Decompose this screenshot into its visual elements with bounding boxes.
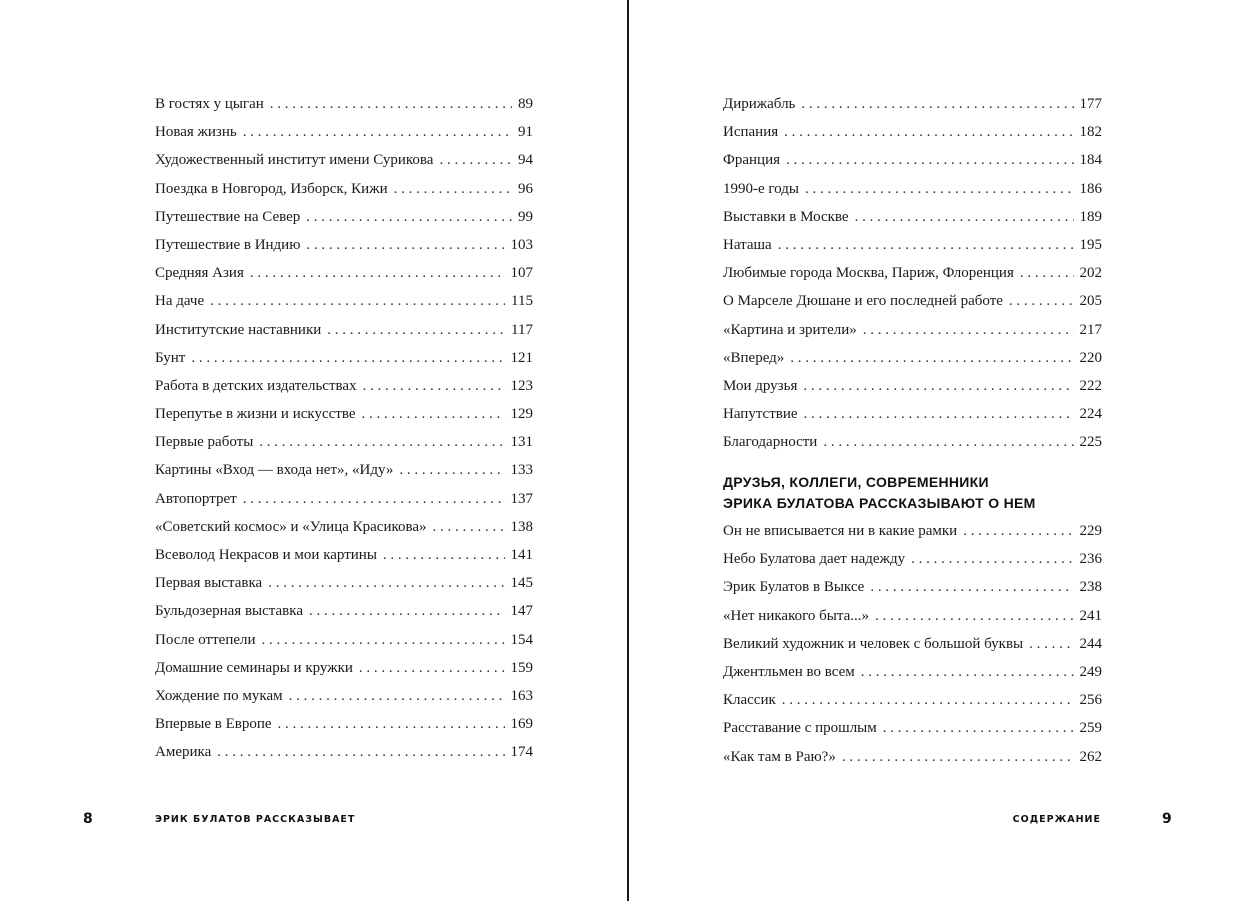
toc-entry-title: Наташа bbox=[723, 236, 772, 253]
toc-entry-title: О Марселе Дюшане и его последней работе bbox=[723, 293, 1003, 310]
toc-entry-page-number: 182 bbox=[1079, 124, 1102, 141]
toc-entry-page-number: 131 bbox=[510, 434, 533, 451]
toc-entry-title: Классик bbox=[723, 692, 776, 709]
toc-entry bbox=[155, 631, 533, 659]
dot-leader bbox=[804, 405, 1074, 423]
toc-entry-title: Путешествие на Север bbox=[155, 208, 301, 225]
toc-entry-page-number: 89 bbox=[518, 96, 533, 112]
toc-entry-page-number: 169 bbox=[510, 716, 533, 733]
toc-entry-page-number: 133 bbox=[510, 462, 533, 479]
toc-entry bbox=[155, 490, 533, 518]
dot-leader bbox=[784, 123, 1073, 141]
toc-entry-title: Новая жизнь bbox=[155, 124, 237, 141]
dot-leader bbox=[1020, 264, 1074, 282]
dot-leader bbox=[801, 95, 1073, 113]
dot-leader bbox=[433, 518, 505, 536]
toc-entry bbox=[723, 522, 1102, 550]
toc-entry-page-number: 159 bbox=[510, 659, 533, 676]
toc-entry bbox=[155, 236, 533, 264]
toc-entry bbox=[723, 691, 1102, 719]
dot-leader bbox=[259, 433, 504, 451]
toc-entry-page-number: 236 bbox=[1079, 551, 1102, 568]
toc-entry bbox=[723, 578, 1102, 606]
toc-entry bbox=[723, 264, 1102, 292]
section-heading bbox=[723, 472, 1102, 514]
toc-entry-title: Мои друзья bbox=[723, 377, 798, 394]
dot-leader bbox=[217, 743, 504, 761]
right-running-head: СОДЕРЖАНИЕ bbox=[1012, 814, 1101, 825]
dot-leader bbox=[823, 433, 1073, 451]
dot-leader bbox=[359, 659, 505, 677]
dot-leader bbox=[306, 236, 504, 254]
toc-entry bbox=[155, 95, 533, 123]
toc-entry-title: Картины «Вход — входа нет», «Иду» bbox=[155, 462, 394, 479]
toc-entry-title: Бунт bbox=[155, 349, 186, 366]
toc-entry bbox=[723, 292, 1102, 320]
toc-entry-title: Дирижабль bbox=[723, 96, 796, 112]
toc-entry-title: «Картина и зрители» bbox=[723, 321, 857, 338]
dot-leader bbox=[363, 377, 505, 395]
toc-entry bbox=[723, 208, 1102, 236]
toc-entry-page-number: 249 bbox=[1079, 663, 1102, 680]
toc-entry-title: Джентльмен во всем bbox=[723, 663, 855, 680]
right-toc-list bbox=[723, 95, 1102, 461]
toc-entry-title: Любимые города Москва, Париж, Флоренция bbox=[723, 265, 1014, 282]
toc-entry-page-number: 129 bbox=[510, 406, 533, 423]
toc-entry-title: Небо Булатова дает надежду bbox=[723, 551, 906, 568]
toc-entry bbox=[723, 377, 1102, 405]
dot-leader bbox=[210, 292, 505, 310]
toc-entry bbox=[155, 377, 533, 405]
toc-entry-page-number: 96 bbox=[518, 180, 533, 197]
toc-entry-page-number: 241 bbox=[1079, 607, 1102, 624]
toc-entry-page-number: 189 bbox=[1079, 208, 1102, 225]
toc-entry-title: Путешествие в Индию bbox=[155, 236, 301, 253]
toc-entry-page-number: 244 bbox=[1079, 635, 1102, 652]
toc-entry bbox=[723, 236, 1102, 264]
toc-entry-title: После оттепели bbox=[155, 631, 256, 648]
dot-leader bbox=[875, 607, 1074, 625]
dot-leader bbox=[383, 546, 505, 564]
toc-entry-page-number: 121 bbox=[510, 349, 533, 366]
toc-entry-title: 1990-е годы bbox=[723, 180, 799, 197]
toc-entry bbox=[723, 123, 1102, 151]
toc-entry-title: На даче bbox=[155, 293, 205, 310]
toc-entry bbox=[155, 405, 533, 433]
toc-entry-page-number: 186 bbox=[1079, 180, 1102, 197]
toc-entry-title: Поездка в Новгород, Изборск, Кижи bbox=[155, 180, 388, 197]
toc-entry bbox=[155, 180, 533, 208]
toc-entry-page-number: 115 bbox=[511, 293, 533, 310]
toc-entry-page-number: 154 bbox=[510, 631, 533, 648]
toc-entry-page-number: 259 bbox=[1079, 720, 1102, 737]
toc-entry bbox=[723, 635, 1102, 663]
toc-entry-title: «Как там в Раю?» bbox=[723, 748, 836, 765]
toc-entry bbox=[723, 607, 1102, 635]
toc-entry bbox=[723, 405, 1102, 433]
toc-entry-page-number: 117 bbox=[511, 321, 533, 338]
toc-entry-page-number: 163 bbox=[510, 687, 533, 704]
toc-entry bbox=[155, 123, 533, 151]
toc-entry-title: Напутствие bbox=[723, 406, 798, 423]
toc-entry bbox=[155, 151, 533, 179]
toc-entry-page-number: 222 bbox=[1079, 377, 1102, 394]
toc-entry-page-number: 217 bbox=[1079, 321, 1102, 338]
toc-entry bbox=[155, 602, 533, 630]
dot-leader bbox=[262, 631, 505, 649]
toc-entry-page-number: 256 bbox=[1079, 692, 1102, 709]
dot-leader bbox=[778, 236, 1074, 254]
right-page-number: 9 bbox=[1162, 811, 1172, 827]
toc-entry-page-number: 177 bbox=[1079, 96, 1102, 112]
toc-entry bbox=[155, 433, 533, 461]
toc-entry-title: Эрик Булатов в Выксе bbox=[723, 579, 865, 596]
toc-entry-title: Домашние семинары и кружки bbox=[155, 659, 353, 676]
toc-entry-page-number: 107 bbox=[510, 265, 533, 282]
dot-leader bbox=[786, 151, 1074, 169]
toc-entry bbox=[723, 321, 1102, 349]
left-page-number: 8 bbox=[83, 811, 93, 827]
toc-entry-page-number: 145 bbox=[510, 575, 533, 592]
toc-entry-page-number: 103 bbox=[510, 236, 533, 253]
dot-leader bbox=[1009, 292, 1074, 310]
toc-entry bbox=[723, 151, 1102, 179]
toc-entry-page-number: 205 bbox=[1079, 293, 1102, 310]
toc-entry bbox=[155, 264, 533, 292]
section-toc-list bbox=[723, 522, 1102, 776]
toc-entry-title: Франция bbox=[723, 152, 780, 169]
toc-entry-page-number: 220 bbox=[1079, 349, 1102, 366]
toc-entry-page-number: 141 bbox=[510, 547, 533, 563]
dot-leader bbox=[861, 663, 1074, 681]
dot-leader bbox=[309, 602, 505, 620]
toc-entry-page-number: 202 bbox=[1079, 265, 1102, 282]
dot-leader bbox=[394, 180, 512, 198]
dot-leader bbox=[306, 208, 512, 226]
toc-entry-title: Институтские наставники bbox=[155, 321, 322, 338]
dot-leader bbox=[399, 461, 504, 479]
section-heading-line-2: ЭРИКА БУЛАТОВА РАССКАЗЫВАЮТ О НЕМ bbox=[723, 495, 1036, 511]
toc-entry-title: «Советский космос» и «Улица Красикова» bbox=[155, 518, 427, 535]
toc-entry-title: Первые работы bbox=[155, 434, 254, 451]
toc-entry-title: Благодарности bbox=[723, 434, 818, 451]
dot-leader bbox=[963, 522, 1073, 540]
toc-entry bbox=[723, 349, 1102, 377]
dot-leader bbox=[289, 687, 505, 705]
dot-leader bbox=[842, 748, 1074, 766]
toc-entry-page-number: 91 bbox=[518, 124, 533, 141]
toc-entry-page-number: 225 bbox=[1079, 434, 1102, 451]
toc-entry-title: Испания bbox=[723, 124, 779, 141]
toc-entry bbox=[155, 518, 533, 546]
dot-leader bbox=[243, 123, 512, 141]
toc-entry-title: Он не вписывается ни в какие рамки bbox=[723, 523, 958, 539]
toc-entry-page-number: 184 bbox=[1079, 152, 1102, 169]
toc-entry bbox=[155, 321, 533, 349]
dot-leader bbox=[782, 691, 1074, 709]
toc-entry-page-number: 238 bbox=[1079, 579, 1102, 596]
toc-entry-title: Работа в детских издательствах bbox=[155, 377, 357, 394]
dot-leader bbox=[790, 349, 1073, 367]
toc-entry-page-number: 195 bbox=[1079, 236, 1102, 253]
dot-leader bbox=[883, 719, 1074, 737]
toc-entry bbox=[155, 574, 533, 602]
toc-entry bbox=[155, 743, 533, 771]
toc-entry bbox=[155, 687, 533, 715]
toc-entry-page-number: 147 bbox=[510, 603, 533, 620]
dot-leader bbox=[805, 180, 1074, 198]
toc-entry-title: Первая выставка bbox=[155, 575, 263, 592]
dot-leader bbox=[911, 550, 1073, 568]
toc-entry-title: Художественный институт имени Сурикова bbox=[155, 152, 434, 169]
toc-entry-title: Впервые в Европе bbox=[155, 716, 272, 733]
toc-entry-title: Автопортрет bbox=[155, 490, 237, 507]
left-running-head: ЭРИК БУЛАТОВ РАССКАЗЫВАЕТ bbox=[155, 814, 356, 825]
toc-entry-page-number: 99 bbox=[518, 208, 533, 225]
dot-leader bbox=[243, 490, 505, 508]
toc-entry-page-number: 137 bbox=[510, 490, 533, 507]
toc-entry-title: Расставание с прошлым bbox=[723, 720, 877, 737]
dot-leader bbox=[863, 321, 1074, 339]
dot-leader bbox=[855, 208, 1074, 226]
toc-entry-title: Великий художник и человек с большой буквы bbox=[723, 635, 1024, 652]
dot-leader bbox=[270, 95, 512, 113]
toc-entry-title: Средняя Азия bbox=[155, 265, 244, 282]
toc-entry-page-number: 224 bbox=[1079, 406, 1102, 423]
toc-entry bbox=[155, 349, 533, 377]
toc-entry-page-number: 138 bbox=[510, 518, 533, 535]
toc-entry-page-number: 123 bbox=[510, 377, 533, 394]
toc-entry bbox=[723, 719, 1102, 747]
toc-entry bbox=[723, 550, 1102, 578]
page-gutter-divider bbox=[627, 0, 629, 901]
toc-entry bbox=[723, 663, 1102, 691]
toc-entry-title: Всеволод Некрасов и мои картины bbox=[155, 547, 377, 563]
section-heading-line-1: ДРУЗЬЯ, КОЛЛЕГИ, СОВРЕМЕННИКИ bbox=[723, 474, 989, 490]
toc-entry-title: В гостях у цыган bbox=[155, 96, 264, 112]
dot-leader bbox=[803, 377, 1073, 395]
toc-entry-title: Перепутье в жизни и искусстве bbox=[155, 406, 356, 423]
toc-entry-title: Выставки в Москве bbox=[723, 208, 849, 225]
toc-entry bbox=[723, 748, 1102, 776]
toc-entry bbox=[155, 659, 533, 687]
dot-leader bbox=[268, 574, 504, 592]
dot-leader bbox=[870, 578, 1073, 596]
toc-entry bbox=[155, 461, 533, 489]
toc-entry-page-number: 229 bbox=[1079, 523, 1102, 539]
toc-entry-page-number: 94 bbox=[518, 152, 533, 169]
left-toc-list bbox=[155, 95, 533, 772]
toc-entry bbox=[723, 433, 1102, 461]
toc-entry bbox=[155, 715, 533, 743]
toc-entry bbox=[155, 292, 533, 320]
dot-leader bbox=[362, 405, 505, 423]
toc-entry bbox=[723, 180, 1102, 208]
dot-leader bbox=[191, 349, 504, 367]
toc-entry-title: Бульдозерная выставка bbox=[155, 603, 303, 620]
toc-entry-title: «Вперед» bbox=[723, 349, 785, 366]
toc-entry-title: Хождение по мукам bbox=[155, 687, 283, 704]
dot-leader bbox=[327, 321, 505, 339]
toc-entry bbox=[155, 546, 533, 574]
toc-entry bbox=[155, 208, 533, 236]
toc-entry-page-number: 174 bbox=[510, 744, 533, 761]
toc-entry-title: Америка bbox=[155, 744, 212, 761]
toc-entry-page-number: 262 bbox=[1079, 748, 1102, 765]
dot-leader bbox=[278, 715, 505, 733]
toc-entry bbox=[723, 95, 1102, 123]
toc-entry-title: «Нет никакого быта...» bbox=[723, 607, 869, 624]
dot-leader bbox=[439, 151, 512, 169]
dot-leader bbox=[1029, 635, 1073, 653]
dot-leader bbox=[250, 264, 505, 282]
